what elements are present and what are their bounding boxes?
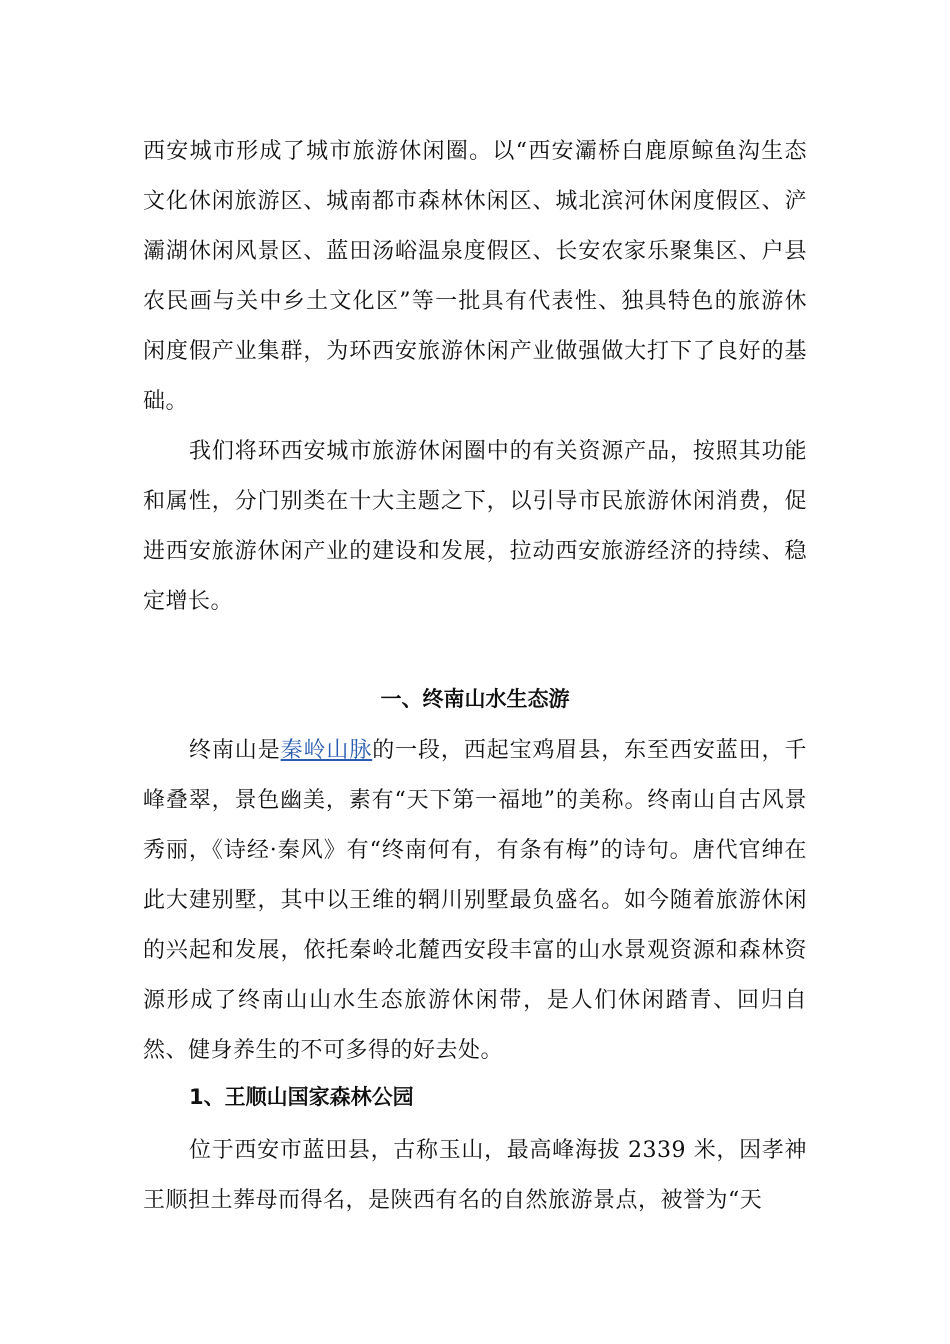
section-paragraph-suffix: 的一段，西起宝鸡眉县，东至西安蓝田，千峰叠翠，景色幽美，素有“天下第一福地”的美称。终南山自古风景秀丽，《诗经·秦风》有“终南何有，有条有梅”的诗句。唐代官绅在此大建别墅，其中以王维的辋川别墅最负盛名。如今随着旅游休闲的兴起和发展，依托秦岭北麓西安段丰富的山水景观资源和森林资源形成了终南山山水生态旅游休闲带，是人们休闲踏青、回归自然、健身养生的不可多得的好去处。	[143, 738, 807, 1063]
qinling-link[interactable]: 秦岭山脉	[280, 738, 373, 763]
intro-paragraph-2: 我们将环西安城市旅游休闲圈中的有关资源产品，按照其功能和属性，分门别类在十大主题之下，以引导市民旅游休闲消费，促进西安旅游休闲产业的建设和发展，拉动西安旅游经济的持续、稳定增长。	[143, 439, 807, 614]
intro-paragraph-1: 西安城市形成了城市旅游休闲圈。以“西安灞桥白鹿原鲸鱼沟生态文化休闲旅游区、城南都市森林休闲区、城北滨河休闲度假区、浐灞湖休闲风景区、蓝田汤峪温泉度假区、长安农家乐聚集区、户县农民画与关中乡土文化区”等一批具有代表性、独具特色的旅游休闲度假产业集群，为环西安旅游休闲产业做强做大打下了良好的基础。	[143, 139, 807, 414]
subsection-paragraph: 位于西安市蓝田县，古称玉山，最高峰海拔 2339 米，因孝神王顺担土葬母而得名，是陕西有名的自然旅游景点，被誉为“天	[143, 1138, 807, 1213]
section-paragraph	[143, 726, 807, 1076]
section-heading: 一、终南山水生态游	[380, 687, 570, 711]
subsection-heading: 1、王顺山国家森林公园	[189, 1085, 414, 1109]
section-paragraph-prefix: 终南山是	[189, 738, 281, 763]
